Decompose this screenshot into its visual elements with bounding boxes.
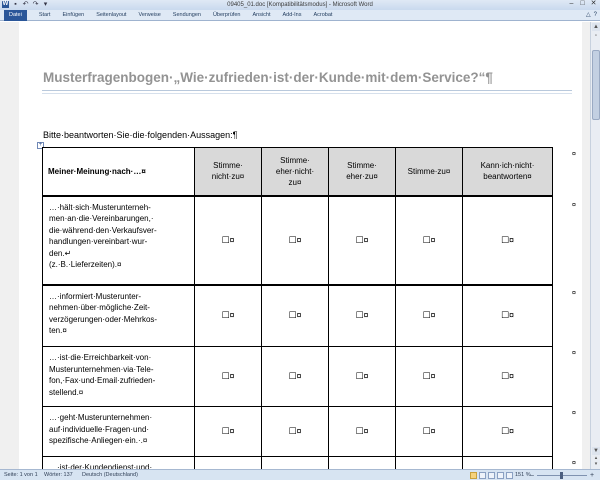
table-header-row (43, 148, 553, 196)
end-of-row-mark: ¤ (572, 460, 576, 467)
checkbox-cell[interactable]: ☐¤ (195, 285, 262, 347)
checkbox-cell[interactable]: ☐¤ (396, 407, 463, 457)
title-bar (0, 0, 600, 10)
checkbox-cell[interactable] (329, 457, 396, 470)
scroll-down-icon[interactable]: ▼ (593, 448, 599, 454)
save-icon[interactable]: ▪ (14, 1, 17, 8)
tab-sendungen[interactable]: Sendungen (172, 11, 201, 18)
ribbon-minimize-icon[interactable]: △ (586, 12, 591, 18)
table-row (43, 347, 553, 407)
redo-icon[interactable]: ↷ (32, 1, 39, 8)
tab-seitenlayout[interactable]: Seitenlayout (96, 11, 127, 18)
statement-cell: …·hält·sich·Musterunterneh- men·an·die·Vereinbarungen,· die·während·den·Verkaufsver- handlungen·vereinbart·wur- den.↵ (z.·B.·Lieferzeiten).¤ (43, 196, 195, 285)
intro-text: Bitte·beantworten·Sie·die·folgenden·Aussagen:¶ (43, 130, 238, 140)
header-option-3: Stimme· eher·zu¤ (329, 148, 396, 196)
vertical-scrollbar[interactable] (590, 22, 600, 469)
checkbox-cell[interactable] (396, 457, 463, 470)
header-option-5: Kann·ich·nicht· beantworten¤ (463, 148, 553, 196)
zoom-out-button[interactable]: – (530, 472, 534, 479)
zoom-slider-thumb[interactable] (560, 472, 563, 479)
view-ruler-icon[interactable]: ▫ (594, 33, 598, 39)
header-option-1: Stimme· nicht·zu¤ (195, 148, 262, 196)
tab-add-ins[interactable]: Add-Ins (282, 11, 302, 18)
tab-acrobat[interactable]: Acrobat (313, 11, 333, 18)
header-statement: Meiner·Meinung·nach·…¤ (43, 148, 195, 196)
window-title: 09405_01.doc [Kompatibilitätsmodus] - Microsoft Word (227, 2, 373, 8)
right-margin-area (582, 22, 590, 469)
end-of-row-mark: ¤ (572, 202, 576, 209)
document-heading: Musterfragenbogen·„Wie·zufrieden·ist·der·Kunde·mit·dem·Service?“¶ (43, 70, 493, 85)
tab-ansicht[interactable]: Ansicht (252, 11, 271, 18)
page-count[interactable]: Seite: 1 von 1 (4, 472, 38, 478)
tab-start[interactable]: Start (38, 11, 51, 18)
checkbox-cell[interactable]: ☐¤ (463, 285, 553, 347)
zoom-level[interactable]: 151 % (515, 472, 531, 478)
checkbox-cell[interactable]: ☐¤ (396, 285, 463, 347)
checkbox-cell[interactable]: ☐¤ (463, 196, 553, 285)
document-page[interactable] (19, 22, 582, 469)
table-row (43, 196, 553, 285)
tab-ueberpruefen[interactable]: Überprüfen (212, 11, 241, 18)
statement-cell: …·ist·die·Erreichbarkeit·von· Musterunternehmen·via·Tele- fon,·Fax·und·Email·zufrieden- stellend.¤ (43, 347, 195, 407)
statement-cell: …·geht·Musterunternehmen· auf·individuelle·Fragen·und· spezifische·Anliegen·ein.·.¤ (43, 407, 195, 457)
status-bar (0, 469, 600, 480)
full-screen-reading-icon[interactable] (479, 472, 486, 479)
window-controls (567, 0, 598, 8)
checkbox-cell[interactable] (195, 457, 262, 470)
statement-cell: …·informiert·Musterunter- nehmen·über·mögliche·Zeit- verzögerungen·oder·Mehrkos- ten.¤ (43, 285, 195, 347)
checkbox-cell[interactable]: ☐¤ (329, 196, 396, 285)
checkbox-cell[interactable]: ☐¤ (262, 285, 329, 347)
zoom-in-button[interactable]: + (590, 472, 595, 479)
help-icon[interactable]: ? (593, 12, 597, 18)
header-option-2: Stimme· eher·nicht· zu¤ (262, 148, 329, 196)
table-row (43, 407, 553, 457)
customize-icon[interactable]: ▾ (43, 1, 48, 8)
checkbox-cell[interactable]: ☐¤ (463, 407, 553, 457)
heading-divider-secondary (42, 93, 572, 94)
maximize-button[interactable]: □ (580, 0, 585, 7)
table-row (43, 285, 553, 347)
tab-einfuegen[interactable]: Einfügen (62, 11, 85, 18)
end-of-row-mark: ¤ (572, 350, 576, 357)
survey-table (42, 147, 553, 469)
checkbox-cell[interactable]: ☐¤ (195, 407, 262, 457)
ribbon-tabs (0, 10, 600, 21)
previous-page-icon[interactable]: ▴ (594, 455, 598, 461)
checkbox-cell[interactable]: ☐¤ (463, 347, 553, 407)
left-margin-area (0, 22, 19, 469)
checkbox-cell[interactable]: ☐¤ (396, 347, 463, 407)
table-row (43, 457, 553, 470)
end-of-row-mark: ¤ (572, 290, 576, 297)
checkbox-cell[interactable] (262, 457, 329, 470)
checkbox-cell[interactable]: ☐¤ (329, 347, 396, 407)
web-layout-icon[interactable] (488, 472, 495, 479)
view-buttons (470, 472, 513, 479)
header-option-4: Stimme·zu¤ (396, 148, 463, 196)
scroll-up-icon[interactable]: ▲ (593, 24, 599, 30)
word-app-icon[interactable]: W (2, 1, 9, 7)
table-move-handle-icon[interactable]: + (38, 142, 43, 148)
outline-icon[interactable] (497, 472, 504, 479)
word-count[interactable]: Wörter: 137 (44, 472, 73, 478)
statement-cell: …·ist·der·Kundendienst·und· (43, 457, 195, 470)
end-of-row-mark: ¤ (572, 410, 576, 417)
language[interactable]: Deutsch (Deutschland) (82, 472, 138, 478)
checkbox-cell[interactable]: ☐¤ (329, 285, 396, 347)
checkbox-cell[interactable] (463, 457, 553, 470)
next-page-icon[interactable]: ▾ (594, 461, 598, 467)
checkbox-cell[interactable]: ☐¤ (329, 407, 396, 457)
close-button[interactable]: ✕ (590, 0, 597, 7)
checkbox-cell[interactable]: ☐¤ (195, 347, 262, 407)
tab-verweise[interactable]: Verweise (138, 11, 161, 18)
checkbox-cell[interactable]: ☐¤ (262, 407, 329, 457)
end-of-row-mark: ¤ (572, 151, 576, 158)
print-layout-icon[interactable] (470, 472, 477, 479)
checkbox-cell[interactable]: ☐¤ (262, 347, 329, 407)
minimize-button[interactable]: – (569, 0, 574, 7)
heading-divider (42, 90, 572, 91)
undo-icon[interactable]: ↶ (22, 1, 29, 8)
checkbox-cell[interactable]: ☐¤ (262, 196, 329, 285)
scroll-thumb[interactable] (592, 50, 600, 120)
checkbox-cell[interactable]: ☐¤ (396, 196, 463, 285)
checkbox-cell[interactable]: ☐¤ (195, 196, 262, 285)
tab-datei[interactable]: Datei (4, 10, 27, 21)
draft-icon[interactable] (506, 472, 513, 479)
